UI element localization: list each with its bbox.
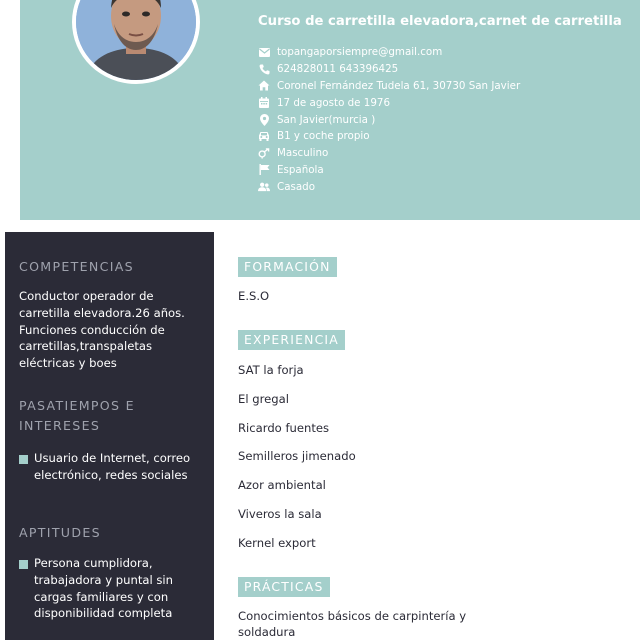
job-title: Curso de carretilla elevadora,carnet de carretilla	[258, 14, 622, 29]
profile-photo	[76, 0, 196, 80]
pasatiempos-heading-line1: PASATIEMPOS E	[19, 398, 135, 413]
aptitudes-heading: APTITUDES	[19, 525, 101, 540]
flag-icon	[258, 164, 270, 176]
users-icon	[258, 181, 270, 193]
experiencia-item: Ricardo fuentes	[238, 421, 330, 435]
phone-icon	[258, 63, 270, 75]
practicas-label: PRÁCTICAS	[238, 577, 330, 597]
formacion-item: E.S.O	[238, 289, 270, 303]
contact-marital-status-text: Casado	[277, 180, 316, 193]
contact-email[interactable]	[258, 44, 520, 61]
calendar-icon	[258, 97, 270, 109]
contact-license-text: B1 y coche propio	[277, 130, 370, 143]
envelope-icon	[258, 46, 270, 58]
contact-location	[258, 111, 520, 128]
list-item	[19, 450, 205, 484]
avatar	[72, 0, 200, 84]
experiencia-item: SAT la forja	[238, 363, 304, 377]
experiencia-item: Viveros la sala	[238, 507, 322, 521]
list-item	[19, 555, 205, 622]
experiencia-label: EXPERIENCIA	[238, 330, 345, 350]
location-pin-icon	[258, 114, 270, 126]
aptitudes-item: Persona cumplidora, trabajadora y puntal sin cargas familiares y con disponibilidad completa	[34, 556, 173, 621]
formacion-label: FORMACIÓN	[238, 257, 337, 277]
contact-nationality	[258, 162, 520, 179]
experiencia-item: Azor ambiental	[238, 478, 326, 492]
contact-location-text: San Javier(murcia )	[277, 113, 376, 126]
experiencia-item: El gregal	[238, 392, 289, 406]
competencias-heading: COMPETENCIAS	[19, 259, 134, 274]
contact-phone-text: 624828011 643396425	[277, 63, 399, 76]
experiencia-item: Kernel export	[238, 536, 316, 550]
bullet-square-icon	[19, 455, 28, 464]
gender-icon	[258, 147, 270, 159]
contact-list	[258, 44, 520, 195]
competencias-text: Conductor operador de carretilla elevadora.26 años. Funciones conducción de carretillas,transpaletas eléctricas y boes	[19, 289, 185, 371]
bullet-square-icon	[19, 560, 28, 569]
car-icon	[258, 130, 270, 142]
pasatiempos-heading-line2: INTERESES	[19, 418, 101, 433]
contact-address	[258, 78, 520, 95]
sidebar	[5, 232, 214, 640]
practicas-item: Conocimientos básicos de carpintería y	[238, 609, 467, 623]
profile-header	[20, 0, 640, 220]
practicas-item: soldadura	[238, 625, 296, 639]
contact-email-text: topangaporsiempre@gmail.com	[277, 46, 443, 59]
contact-phone[interactable]	[258, 61, 520, 78]
contact-address-text: Coronel Fernández Tudela 61, 30730 San Javier	[277, 79, 521, 92]
experiencia-item: Semilleros jimenado	[238, 449, 356, 463]
contact-gender	[258, 145, 520, 162]
contact-marital-status	[258, 178, 520, 195]
contact-nationality-text: Española	[277, 163, 324, 176]
pasatiempos-item: Usuario de Internet, correo electrónico, redes sociales	[34, 451, 191, 482]
contact-gender-text: Masculino	[277, 147, 329, 160]
contact-birthdate	[258, 94, 520, 111]
contact-birthdate-text: 17 de agosto de 1976	[277, 96, 390, 109]
home-icon	[258, 80, 270, 92]
contact-license	[258, 128, 520, 145]
